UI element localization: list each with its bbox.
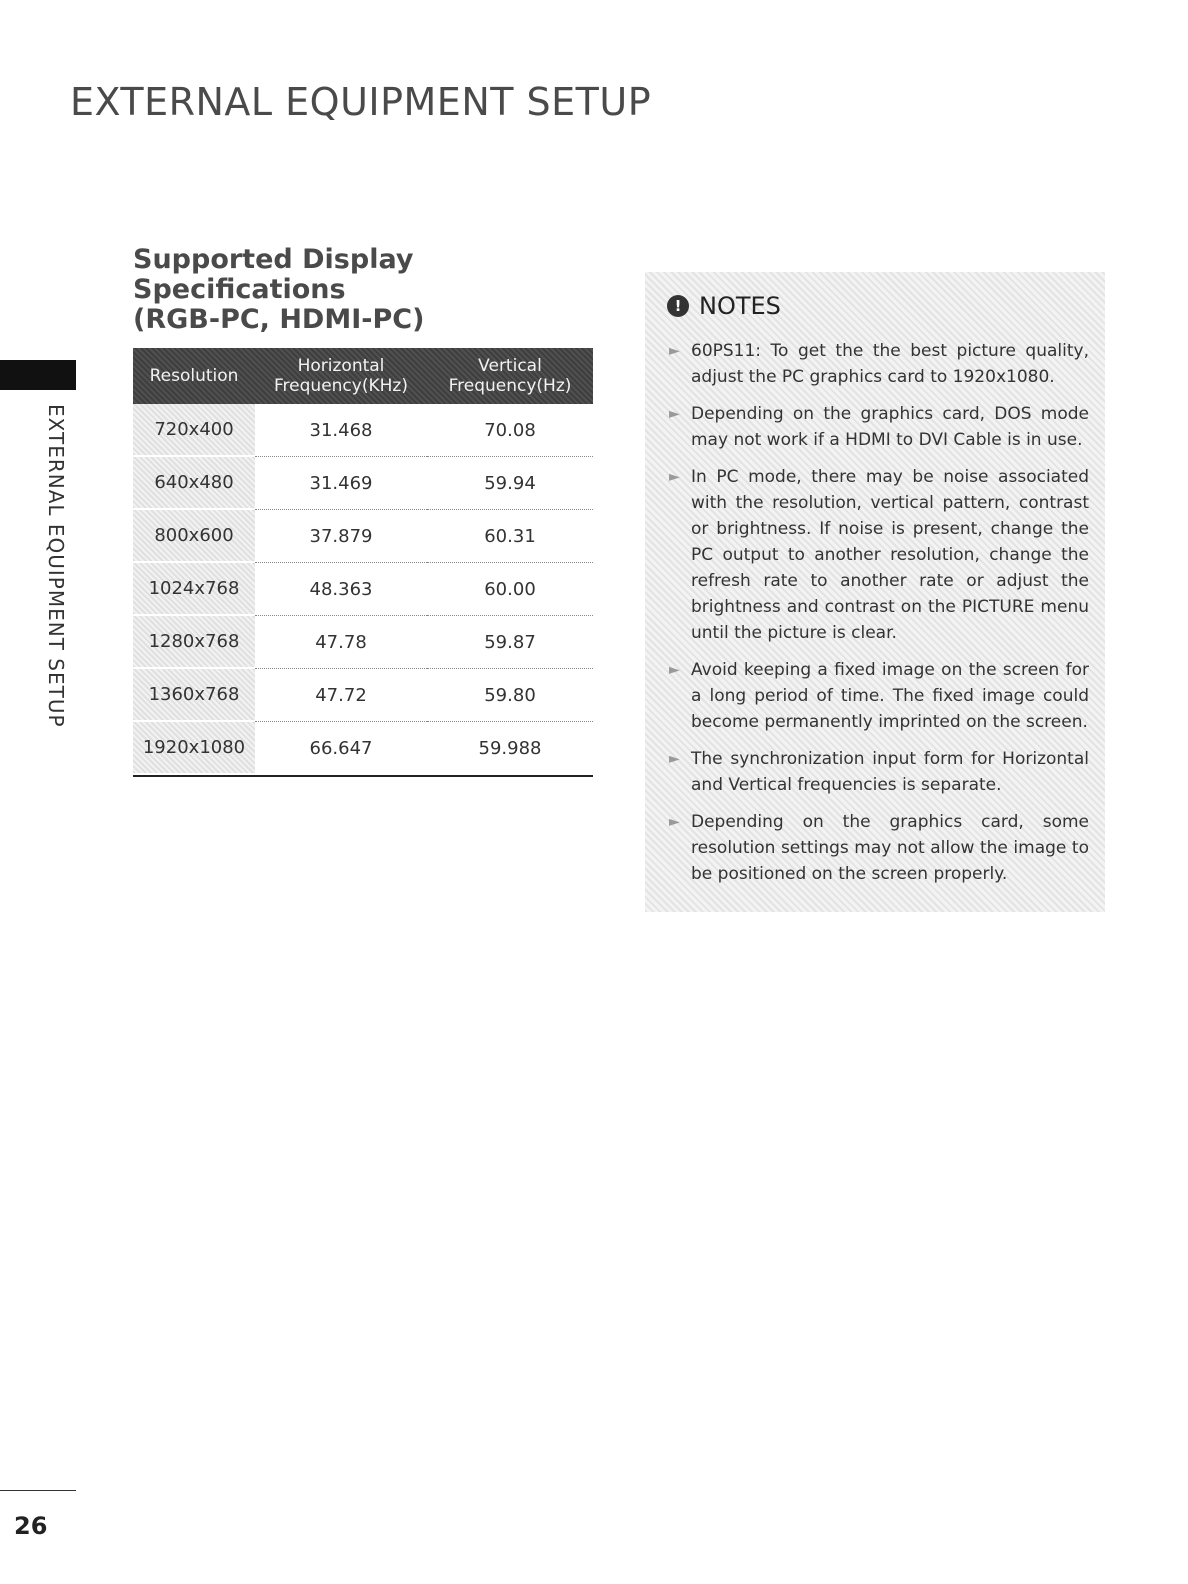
arrow-bullet-icon: ► [669, 406, 680, 422]
header-resolution: Resolution [149, 366, 239, 386]
note-text: The synchronization input form for Horizontal and Vertical frequencies is separate. [691, 749, 1089, 795]
notes-list [667, 338, 1089, 887]
cell-vertical: 70.08 [427, 404, 593, 457]
table-row [133, 457, 593, 510]
list-item [667, 809, 1089, 887]
cell-resolution: 800x600 [133, 510, 255, 563]
arrow-bullet-icon: ► [669, 814, 680, 830]
list-item [667, 657, 1089, 735]
table-row [133, 563, 593, 616]
page-title: EXTERNAL EQUIPMENT SETUP [70, 80, 652, 124]
cell-vertical: 59.94 [427, 457, 593, 510]
cell-vertical: 60.00 [427, 563, 593, 616]
cell-horizontal: 37.879 [255, 510, 427, 563]
note-text: Depending on the graphics card, some resolution settings may not allow the image to be positioned on the screen properly. [691, 812, 1089, 884]
cell-resolution: 1280x768 [133, 616, 255, 669]
note-text: Avoid keeping a fixed image on the screen for a long period of time. The fixed image could become permanently imprinted on the screen. [691, 660, 1089, 732]
note-text: In PC mode, there may be noise associated with the resolution, vertical pattern, contrast or brightness. If noise is present, change the PC output to another resolution, change the refresh rate to another rate or adjust the brightness and contrast on the PICTURE menu until the picture is clear. [691, 467, 1089, 643]
table-bottom-rule [133, 775, 593, 777]
cell-horizontal: 48.363 [255, 563, 427, 616]
cell-horizontal: 47.72 [255, 669, 427, 722]
cell-vertical: 60.31 [427, 510, 593, 563]
header-horizontal-line1: Horizontal [297, 356, 385, 376]
notes-box [645, 272, 1105, 912]
list-item [667, 464, 1089, 646]
table-header [133, 348, 593, 404]
table-row [133, 404, 593, 457]
cell-vertical: 59.87 [427, 616, 593, 669]
table-row [133, 669, 593, 722]
header-vertical-line1: Vertical [478, 356, 542, 376]
notes-title: NOTES [699, 292, 781, 320]
exclamation-icon: ! [667, 295, 689, 317]
footer-rule [0, 1490, 76, 1491]
note-text: 60PS11: To get the the best picture quality, adjust the PC graphics card to 1920x1080. [691, 341, 1089, 387]
arrow-bullet-icon: ► [669, 343, 680, 359]
notes-header [667, 292, 1089, 320]
arrow-bullet-icon: ► [669, 751, 680, 767]
chapter-tab-marker [0, 360, 76, 390]
cell-resolution: 1024x768 [133, 563, 255, 616]
cell-vertical: 59.988 [478, 738, 542, 759]
display-spec-table [133, 348, 593, 777]
cell-resolution: 1920x1080 [133, 722, 255, 775]
cell-vertical: 59.80 [427, 669, 593, 722]
cell-horizontal: 31.468 [255, 404, 427, 457]
list-item [667, 338, 1089, 390]
cell-resolution: 640x480 [133, 457, 255, 510]
header-horizontal-line2: Frequency(KHz) [274, 376, 408, 396]
arrow-bullet-icon: ► [669, 469, 680, 485]
cell-resolution: 1360x768 [133, 669, 255, 722]
note-text: Depending on the graphics card, DOS mode may not work if a HDMI to DVI Cable is in use. [691, 404, 1089, 450]
header-vertical-frequency [427, 356, 593, 396]
table-row [133, 616, 593, 669]
cell-horizontal: 66.647 [309, 738, 373, 759]
cell-horizontal: 47.78 [255, 616, 427, 669]
header-horizontal-frequency [255, 356, 427, 396]
header-vertical-line2: Frequency(Hz) [448, 376, 572, 396]
table-row [133, 510, 593, 563]
table-row [133, 722, 593, 775]
list-item [667, 401, 1089, 453]
arrow-bullet-icon: ► [669, 662, 680, 678]
list-item [667, 746, 1089, 798]
page-number: 26 [14, 1512, 48, 1540]
section-title-line1: Supported Display Specifications [133, 244, 414, 305]
cell-horizontal: 31.469 [255, 457, 427, 510]
section-title-line2: (RGB-PC, HDMI-PC) [133, 304, 425, 335]
cell-resolution: 720x400 [133, 404, 255, 457]
section-title [133, 245, 603, 335]
chapter-side-label: EXTERNAL EQUIPMENT SETUP [44, 404, 68, 728]
